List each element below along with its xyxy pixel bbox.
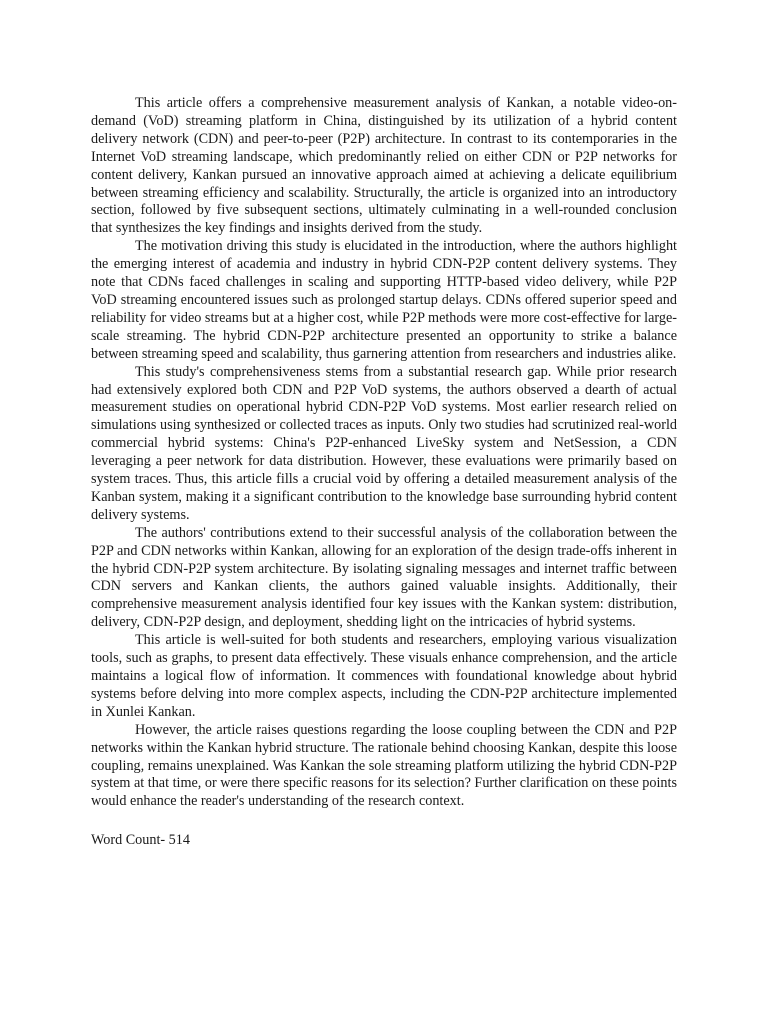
paragraph-introduction: This article offers a comprehensive measurement analysis of Kankan, a notable video-on-demand (VoD) streaming platform in China, distinguished by its utilization of a hybrid content delivery network (CDN) and peer-to-peer (P2P) architecture. In contrast to its contemporaries in the Internet VoD streaming landscape, which predominantly relied on either CDN or P2P networks for content delivery, Kankan pursued an innovative approach aimed at achieving a delicate equilibrium between streaming efficiency and scalability. Structurally, the article is organized into an introductory section, followed by five subsequent sections, ultimately culminating in a well-rounded conclusion that synthesizes the key findings and insights derived from the study. [91, 95, 677, 237]
paragraph-motivation: The motivation driving this study is elucidated in the introduction, where the authors highlight the emerging interest of academia and industry in hybrid CDN-P2P content delivery systems. They note that CDNs faced challenges in scaling and supporting HTTP-based video delivery, while P2P VoD streaming encountered issues such as prolonged startup delays. CDNs offered superior speed and reliability for video streams but at a higher cost, while P2P methods were more cost-effective for large-scale streaming. The hybrid CDN-P2P architecture presented an opportunity to strike a balance between streaming speed and scalability, thus garnering attention from researchers and industries alike. [91, 238, 677, 362]
paragraph-research-gap: This study's comprehensiveness stems from a substantial research gap. While prior research had extensively explored both CDN and P2P VoD systems, the authors observed a dearth of actual measurement studies on operational hybrid CDN-P2P VoD systems. Most earlier research relied on simulations using synthesized or collected traces as inputs. Only two studies had scrutinized real-world commercial hybrid systems: China's P2P-enhanced LiveSky system and NetSession, a CDN leveraging a peer network for data distribution. However, these evaluations were primarily based on system traces. Thus, this article fills a crucial void by offering a detailed measurement analysis of the Kanban system, making it a significant contribution to the knowledge base surrounding hybrid content delivery systems. [91, 363, 677, 523]
paragraph-audience: This article is well-suited for both students and researchers, employing various visualization tools, such as graphs, to present data effectively. These visuals enhance comprehension, and the article maintains a logical flow of information. It commences with foundational knowledge about hybrid systems before delving into more complex aspects, including the CDN-P2P architecture implemented in Xunlei Kankan. [91, 632, 677, 720]
document-body [91, 95, 677, 850]
paragraph-contributions: The authors' contributions extend to their successful analysis of the collaboration between the P2P and CDN networks within Kankan, allowing for an exploration of the design trade-offs inherent in the hybrid CDN-P2P system architecture. By isolating signaling messages and internet traffic between CDN servers and Kankan clients, the authors gained valuable insights. Additionally, their comprehensive measurement analysis identified four key issues with the Kankan system: distribution, delivery, CDN-P2P design, and deployment, shedding light on the intricacies of hybrid systems. [91, 524, 677, 631]
paragraph-critique: However, the article raises questions regarding the loose coupling between the CDN and P2P networks within the Kankan hybrid structure. The rationale behind choosing Kankan, despite this loose coupling, remains unexplained. Was Kankan the sole streaming platform utilizing the hybrid CDN-P2P system at that time, or were there specific reasons for its selection? Further clarification on these points would enhance the reader's understanding of the research context. [91, 721, 677, 810]
word-count: Word Count- 514 [91, 832, 190, 849]
